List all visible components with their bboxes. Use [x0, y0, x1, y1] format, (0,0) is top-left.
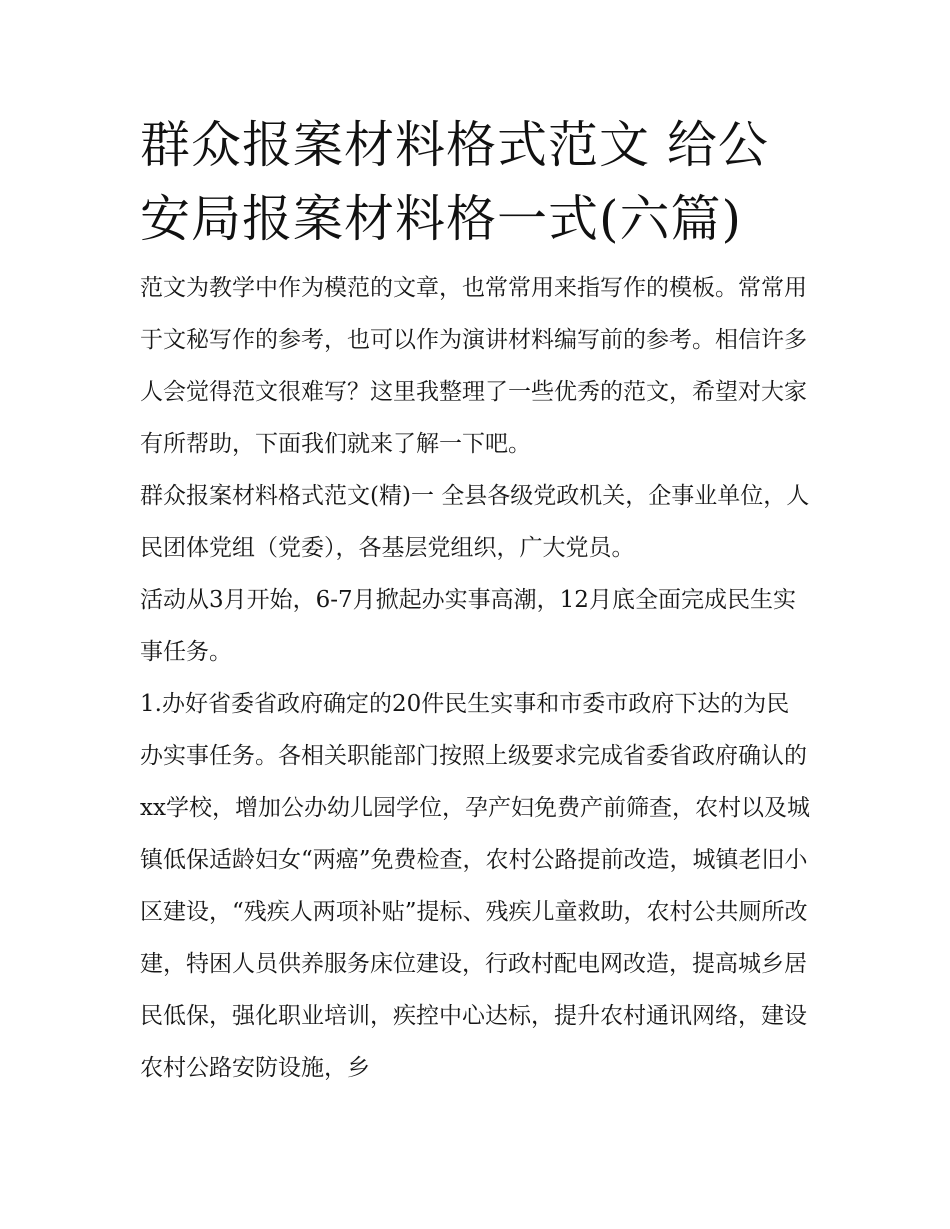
section-one-paragraph: 群众报案材料格式范文(精)一 全县各级党政机关，企事业单位，人民团体党组（党委），各基层党组织，广大党员。 [140, 483, 810, 561]
task-item-1-paragraph: 1.办好省委省政府确定的20件民生实事和市委市政府下达的为民办实事任务。各相关职能部门按照上级要求完成省委省政府确认的xx学校，增加公办幼儿园学位，孕产妇免费产前筛查，农村以及城镇低保适龄妇女“两癌”免费检查，农村公路提前改造，城镇老旧小区建设，“残疾人两项补贴”提标、残疾儿童救助，农村公共厕所改建，特困人员供养服务床位建设，行政村配电网改造，提高城乡居民低保，强化职业培训，疾控中心达标，提升农村通讯网络，建设农村公路安防设施，乡 [140, 691, 810, 1081]
document-title: 群众报案材料格式范文 给公安局报案材料格一式(六篇) [140, 116, 769, 248]
intro-paragraph: 范文为教学中作为模范的文章，也常常用来指写作的模板。常常用于文秘写作的参考，也可以作为演讲材料编写前的参考。相信许多人会觉得范文很难写？这里我整理了一些优秀的范文，希望对大家有所帮助，下面我们就来了解一下吧。 [140, 275, 807, 457]
document-content [140, 108, 812, 1094]
schedule-paragraph: 活动从3月开始，6-7月掀起办实事高潮，12月底全面完成民生实事任务。 [140, 587, 796, 665]
